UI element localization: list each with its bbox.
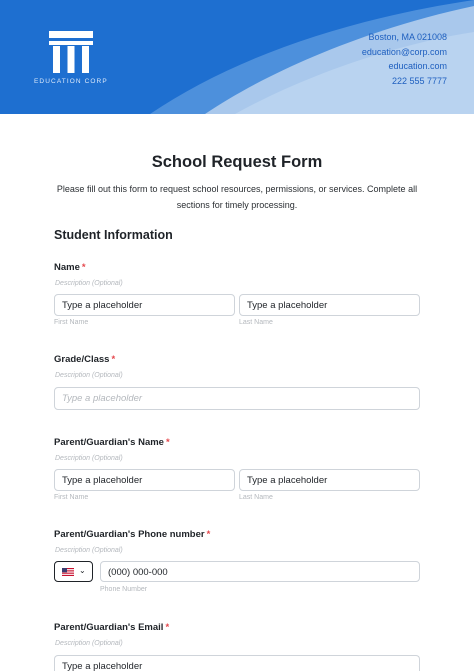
page-header [0, 0, 474, 114]
guardian-first-name-input[interactable]: Type a placeholder [54, 469, 235, 491]
form-intro: Please fill out this form to request school resources, permissions, or services. Complete all sections for timely processing. [56, 184, 418, 210]
contact-phone: 222 555 7777 [391, 75, 447, 86]
grade-label-text: Grade/Class [54, 354, 110, 365]
required-marker: * [111, 354, 116, 365]
guardian-email-description: Description (Optional) [55, 640, 123, 647]
last-name-input[interactable]: Type a placeholder [239, 294, 420, 316]
grade-label [54, 354, 115, 365]
contact-email[interactable]: education@corp.com [361, 46, 447, 57]
guardian-name-label-text: Parent/Guardian's Name [54, 437, 164, 448]
guardian-last-name-input[interactable]: Type a placeholder [239, 469, 420, 491]
guardian-phone-label [54, 529, 210, 540]
guardian-email-label [54, 622, 169, 633]
guardian-email-label-text: Parent/Guardian's Email [54, 622, 164, 633]
grade-description: Description (Optional) [55, 372, 123, 379]
contact-website[interactable]: education.com [388, 61, 447, 71]
required-marker: * [206, 529, 211, 540]
guardian-name-label [54, 437, 170, 448]
company-name: EDUCATION CORP [34, 78, 108, 85]
guardian-last-name-sublabel: Last Name [239, 494, 273, 501]
phone-number-input[interactable]: (000) 000-000 [100, 561, 420, 582]
first-name-input[interactable]: Type a placeholder [54, 294, 235, 316]
name-description: Description (Optional) [55, 280, 123, 287]
country-code-select[interactable] [54, 561, 93, 582]
guardian-phone-description: Description (Optional) [55, 547, 123, 554]
name-label [54, 262, 86, 273]
first-name-sublabel: First Name [54, 319, 89, 326]
company-logo [34, 31, 108, 85]
us-flag-icon [62, 568, 74, 576]
guardian-first-name-sublabel: First Name [54, 494, 89, 501]
section-title-student-info: Student Information [54, 228, 173, 242]
contact-address: Boston, MA 021008 [368, 32, 447, 42]
guardian-phone-label-text: Parent/Guardian's Phone number [54, 529, 205, 540]
chevron-down-icon: ⌄ [79, 566, 86, 575]
grade-input[interactable]: Type a placeholder [54, 387, 420, 410]
form-title: School Request Form [151, 153, 323, 171]
required-marker: * [81, 262, 86, 273]
contact-block [362, 30, 447, 88]
name-label-text: Name [54, 262, 80, 273]
required-marker: * [165, 437, 170, 448]
columns-logo-icon [49, 31, 93, 73]
phone-number-sublabel: Phone Number [100, 586, 148, 593]
guardian-email-input[interactable]: Type a placeholder [54, 655, 420, 671]
guardian-name-description: Description (Optional) [55, 455, 123, 462]
required-marker: * [165, 622, 170, 633]
last-name-sublabel: Last Name [239, 319, 273, 326]
